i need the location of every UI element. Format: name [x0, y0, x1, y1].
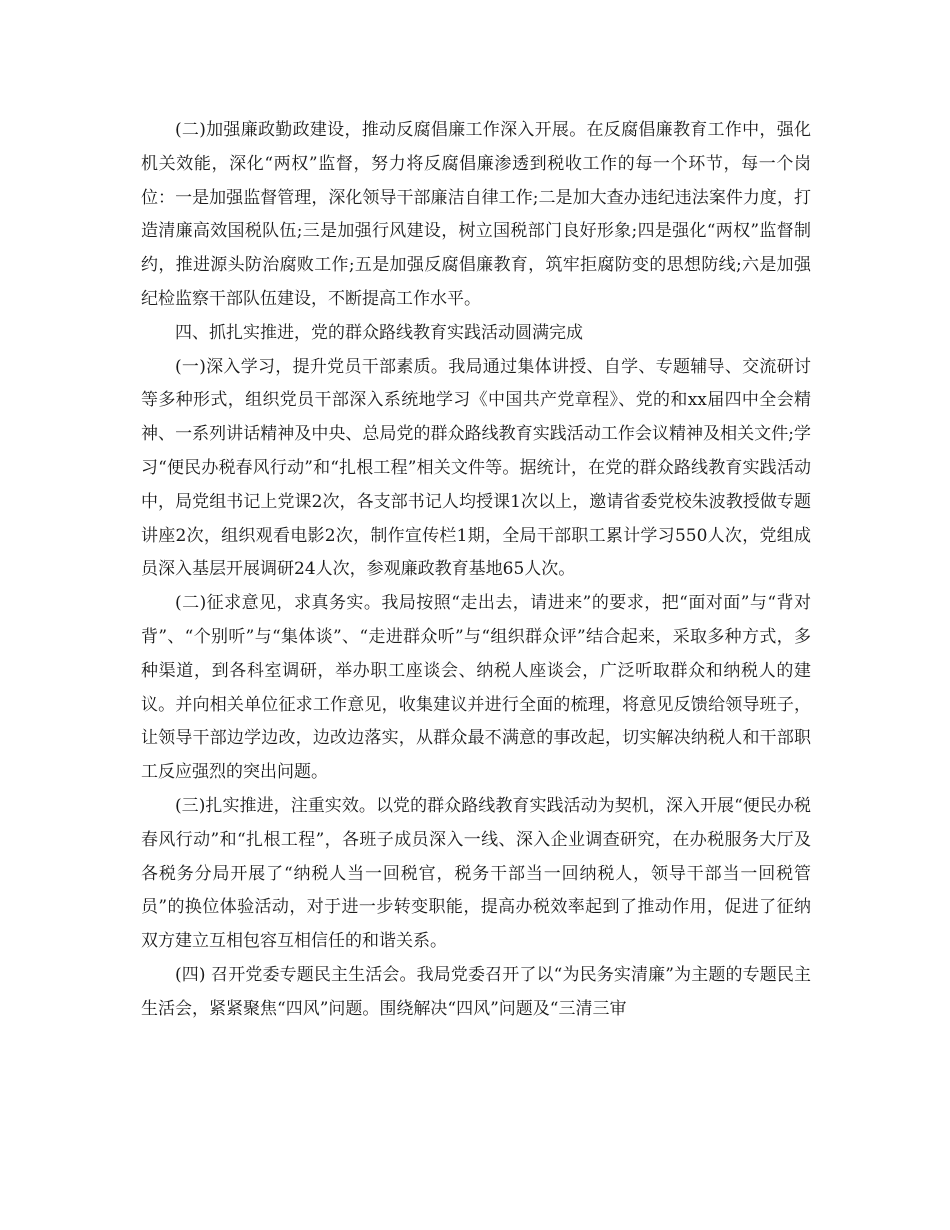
document-body	[141, 114, 811, 1027]
section-heading-four: 四、抓扎实推进，党的群众路线教育实践活动圆满完成	[175, 322, 583, 343]
paragraph-democratic-life-meeting: (四) 召开党委专题民主生活会。我局党委召开了以“为民务实清廉”为主题的专题民主生活会，紧紧聚焦“四风”问题。围绕解决“四风”问题及“三清三审	[141, 964, 811, 1019]
paragraph-solicit-opinions: (二)征求意见，求真务实。我局按照“走出去，请进来”的要求，把“面对面”与“背对背”、“个别听”与“集体谈”、“走进群众听”与“组织群众评”结合起来，采取多种方式，多种渠道，到各科室调研，举办职工座谈会、纳税人座谈会，广泛听取群众和纳税人的建议。并向相关单位征求工作意见，收集建议并进行全面的梳理，将意见反馈给领导班子，让领导干部边学边改，边改边落实，从群众最不满意的事改起，切实解决纳税人和干部职工反应强烈的突出问题。	[141, 593, 811, 783]
paragraph-in-depth-study: (一)深入学习，提升党员干部素质。我局通过集体讲授、自学、专题辅导、交流研讨等多种形式，组织党员干部深入系统地学习《中国共产党章程》、党的和xx届四中全会精神、一系列讲话精神及中央、总局党的群众路线教育实践活动工作会议精神及相关文件;学习“便民办税春风行动”和“扎根工程”相关文件等。据统计，在党的群众路线教育实践活动中，局党组书记上党课2次，各支部书记人均授课1次以上，邀请省委党校朱波教授做专题讲座2次，组织观看电影2次，制作宣传栏1期，全局干部职工累计学习550人次，党组成员深入基层开展调研24人次，参观廉政教育基地65人次。	[141, 356, 811, 580]
paragraph-solid-progress: (三)扎实推进，注重实效。以党的群众路线教育实践活动为契机，深入开展“便民办税春风行动”和“扎根工程”，各班子成员深入一线、深入企业调查研究，在办税服务大厅及各税务分局开展了“纳税人当一回税官，税务干部当一回纳税人，领导干部当一回税管员”的换位体验活动，对于进一步转变职能，提高办税效率起到了推动作用，促进了征纳双方建立互相包容互相信任的和谐关系。	[141, 795, 811, 952]
paragraph-integrity-building: (二)加强廉政勤政建设，推动反腐倡廉工作深入开展。在反腐倡廉教育工作中，强化机关效能，深化“两权”监督，努力将反腐倡廉渗透到税收工作的每一个环节，每一个岗位：一是加强监督管理，深化领导干部廉洁自律工作;二是加大查办违纪违法案件力度，打造清廉高效国税队伍;三是加强行风建设，树立国税部门良好形象;四是强化“两权”监督制约，推进源头防治腐败工作;五是加强反腐倡廉教育，筑牢拒腐防变的思想防线;六是加强纪检监察干部队伍建设，不断提高工作水平。	[141, 120, 811, 309]
